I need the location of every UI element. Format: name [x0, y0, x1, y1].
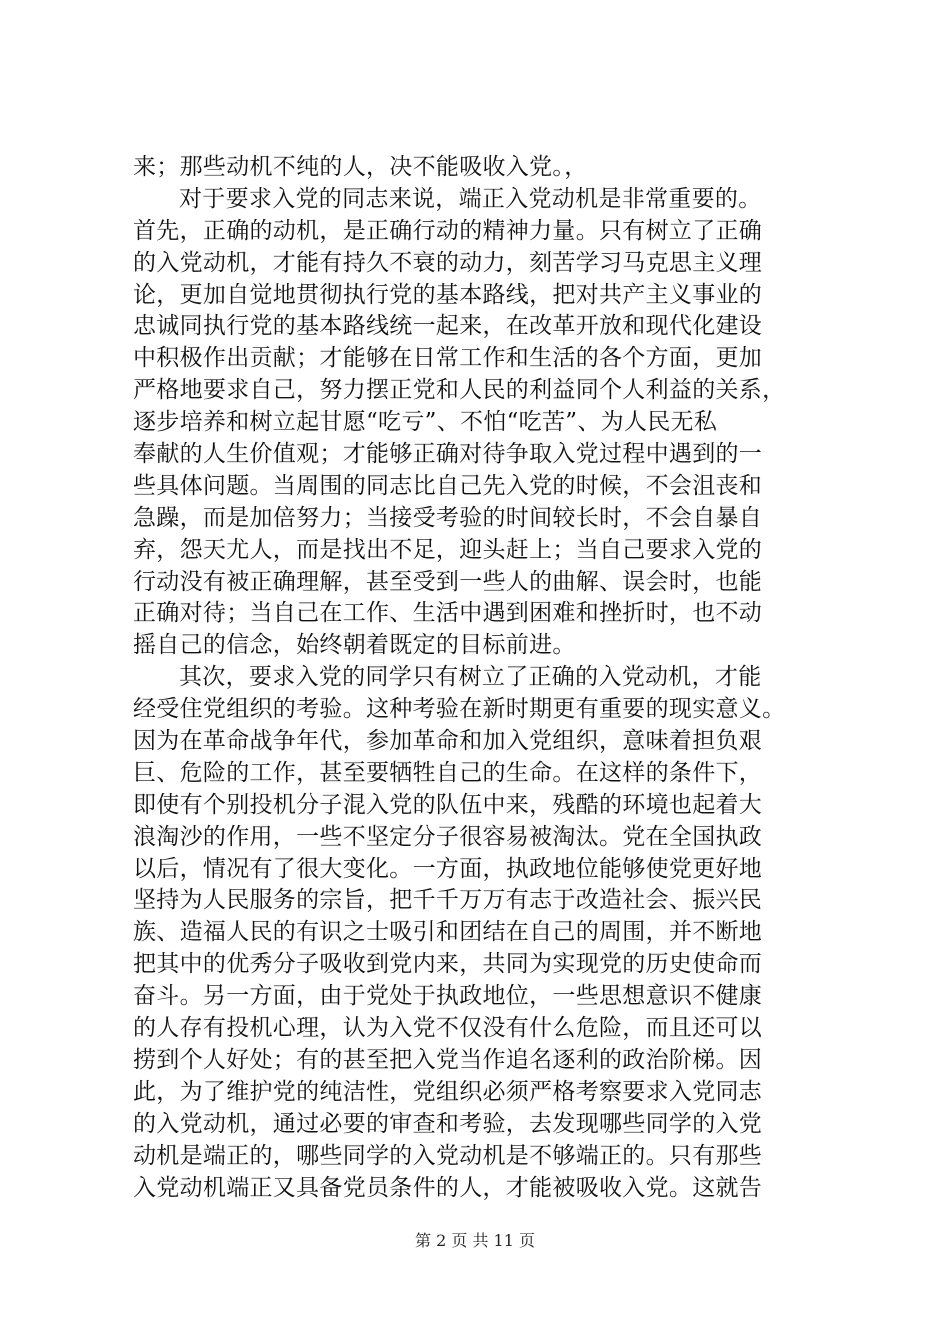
text-line: 奉献的人生价值观；才能够正确对待争取入党过程中遇到的一 — [133, 441, 763, 468]
page-number-footer: 第 2 页 共 11 页 — [415, 1231, 535, 1250]
text-line: 的入党动机，才能有持久不衰的动力，刻苦学习马克思主义理 — [133, 249, 763, 276]
text-line: 严格地要求自己，努力摆正党和人民的利益同个人利益的关系， — [133, 377, 786, 404]
text-line: 来；那些动机不纯的人，决不能吸收入党。， — [133, 154, 588, 180]
text-line: 即使有个别投机分子混入党的队伍中来，残酷的环境也起着大 — [133, 791, 763, 818]
text-line: 弃，怨天尤人，而是找出不足，迎头赶上；当自己要求入党的 — [133, 536, 763, 563]
text-line: 些具体问题。当周围的同志比自己先入党的时候，不会沮丧和 — [133, 472, 763, 499]
text-line: 正确对待；当自己在工作、生活中遇到困难和挫折时，也不动 — [133, 600, 763, 627]
text-line: 的人存有投机心理，认为入党不仅没有什么危险，而且还可以 — [133, 1015, 763, 1042]
text-line: 忠诚同执行党的基本路线统一起来，在改革开放和现代化建设 — [133, 313, 763, 340]
text-line: 奋斗。另一方面，由于党处于执政地位，一些思想意识不健康 — [133, 983, 763, 1010]
text-line: 逐步培养和树立起甘愿“吃亏”、不怕“吃苦”、为人民无私 — [133, 409, 718, 436]
document-body — [133, 152, 833, 1204]
text-line: 浪淘沙的作用，一些不坚定分子很容易被淘汰。党在全国执政 — [133, 823, 763, 850]
text-line: 把其中的优秀分子吸收到党内来，共同为实现党的历史使命而 — [133, 951, 763, 978]
text-line: 对于要求入党的同志来说，端正入党动机是非常重要的。 — [179, 185, 762, 212]
text-line: 此，为了维护党的纯洁性，党组织必须严格考察要求入党同志 — [133, 1078, 763, 1105]
text-line: 中积极作出贡献；才能够在日常工作和生活的各个方面，更加 — [133, 345, 763, 372]
text-line: 巨、危险的工作，甚至要牺牲自己的生命。在这样的条件下， — [133, 759, 763, 786]
text-line: 首先，正确的动机，是正确行动的精神力量。只有树立了正确 — [133, 217, 763, 244]
text-line: 动机是端正的，哪些同学的入党动机是不够端正的。只有那些 — [133, 1142, 763, 1169]
text-line: 坚持为人民服务的宗旨，把千千万万有志于改造社会、振兴民 — [133, 887, 763, 914]
text-line: 摇自己的信念，始终朝着既定的目标前进。 — [133, 632, 576, 659]
text-line: 行动没有被正确理解，甚至受到一些人的曲解、误会时，也能 — [133, 568, 763, 595]
text-line: 因为在革命战争年代，参加革命和加入党组织，意味着担负艰 — [133, 728, 763, 755]
text-line: 族、造福人民的有识之士吸引和团结在自己的周围，并不断地 — [133, 919, 763, 946]
text-line: 捞到个人好处；有的甚至把入党当作追名逐利的政治阶梯。因 — [133, 1046, 763, 1073]
text-line: 以后，情况有了很大变化。一方面，执政地位能够使党更好地 — [133, 855, 763, 882]
text-line: 论，更加自觉地贯彻执行党的基本路线，把对共产主义事业的 — [133, 281, 763, 308]
text-line: 的入党动机，通过必要的审查和考验，去发现哪些同学的入党 — [133, 1110, 763, 1137]
text-line: 入党动机端正又具备党员条件的人，才能被吸收入党。这就告 — [133, 1174, 763, 1201]
text-line: 急躁，而是加倍努力；当接受考验的时间较长时，不会自暴自 — [133, 504, 763, 531]
text-line: 其次，要求入党的同学只有树立了正确的入党动机，才能 — [179, 664, 762, 691]
text-line: 经受住党组织的考验。这种考验在新时期更有重要的现实意义。 — [133, 696, 786, 723]
